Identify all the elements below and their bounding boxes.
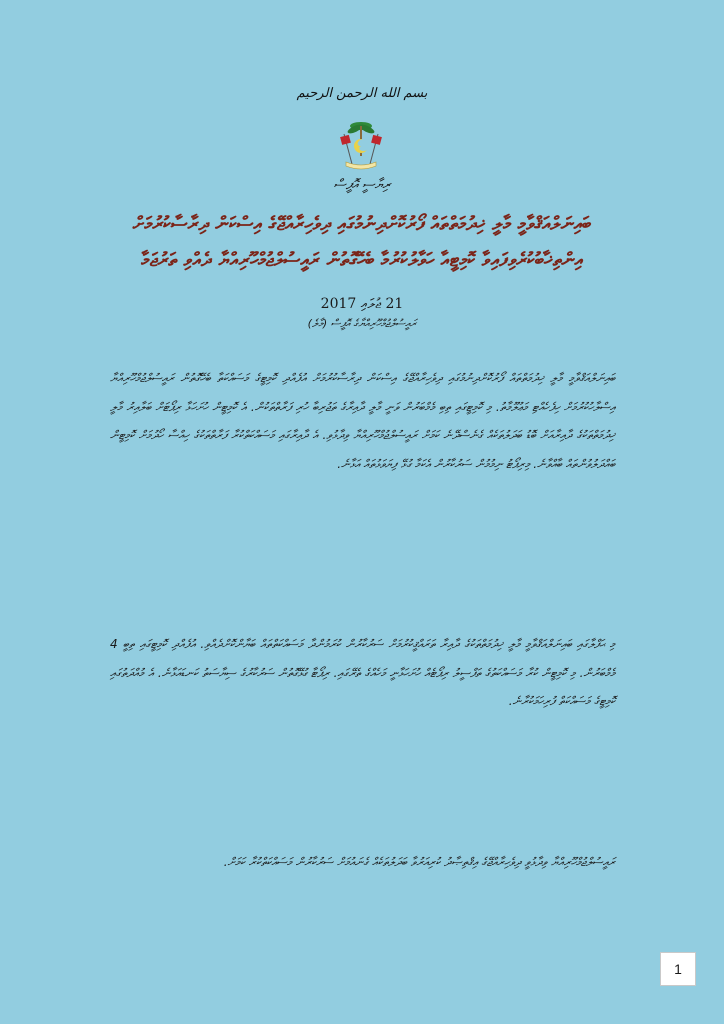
- date-year: 2017: [320, 296, 357, 312]
- body-paragraph-2: މި ޙަފްލާގައި ބައިނަލްއަޤްވާމީ މާލީ ޚިދުމަތްތަކުގެ ދާއިރާ ތަރައްޤީކުރުމަށް ސަރުކާރުން ކުރަމުންދާ މަސައްކަތްތައް ބަޔާންކޮށްދެއްވި. އުފެއްދި ކޮމިޓީގައި ތިބީ 4 މެމްބަރުން. މި ކޮމިޓީން ކުރާ މަސައްކަތުގެ ތަފްސީލު ރިޕޯޓެއް ހުށަހަޅާނީ މަހެއްގެ ތެރޭގައި. ރިޕޯޓާ ގުޅޭގޮތުން ސަރުކާރުގެ ސިޔާސަތު ކަނޑައަޅާނެ. އެ މުއްދަތުގައި ކޮމިޓީގެ މަސައްކަތް ފުރިހަމަކުރާނެ.: [110, 637, 615, 708]
- press-release-headline: ބައިނަލްއަޤްވާމީ މާލީ ޚިދުމަތްތައް ފޯރުކޮށްދިނުމުގައި ދިވެހިރާއްޖޭގެ އިސްކަން ދިރާސާކުރުމަށް އިންތިޚާބުކުރެވިފައިވާ ކޮމިޓީއާ ހަވާލުކުރުމާ ބެހޭގޮތުން ރައީސުލްޖުމްހޫރިއްޔާ ދެއްވި ތަރުޖަމާ: [132, 213, 592, 271]
- office-title: ރިޔާސީ އޮފީސް: [333, 177, 391, 193]
- release-date: [0, 296, 724, 312]
- date-day: 21: [385, 296, 404, 312]
- body-paragraph-3: ރައީސުލްޖުމްހޫރިއްޔާ ވިދާޅުވީ ދިވެހިރާއްޖޭގެ އިޤްތިޞާދު ކުރިއަރުވާ ބަދަލުތަކެއް ގެނައުމަށް ސަރުކާރުން މަސައްކަތްކުރާ ކަމަށް.: [223, 855, 615, 869]
- date-month: ޖުލައި: [360, 296, 382, 312]
- page-number: 1: [660, 952, 696, 986]
- bismillah: بسم الله الرحمن الرحيم: [296, 86, 428, 101]
- state-emblem-icon: [338, 116, 384, 170]
- body-paragraph-1: ބައިނަލްއަޤްވާމީ މާލީ ޚިދުމަތްތައް ފޯރުކޮށްދިނުމުގައި ދިވެހިރާއްޖޭގެ އިސްކަން ދިރާސާކުރުމަށް އުފެއްދި ކޮމިޓީގެ މަސައްކަތާ ބެހޭގޮތުން ރައީސުލްޖުމްހޫރިއްޔާ އިސްލާހުކުރުމަށް ހިފެހެއްޓި މަޢުލޫމާތު. މި ކޮމިޓީގައި ތިބި މެމްބަރުން ވަނީ މާލީ ދާއިރާގެ ތަޖުރިބާ ހުރި ފަރާތްތަކުން. އެ ކޮމިޓީން ހުށަހަޅާ ރިޕޯޓަށް ބަލާއިރު މާލީ ޚިދުމަތްތަކުގެ ދާއިރާއަށް ބޮޑު ބަދަލުތަކެއް ގެނެސްދޭނެ ކަމަށް ރައީސުލްޖުމްހޫރިއްޔާ ވިދާޅުވި. އެ ދާއިރާގައި މަސައްކަތްކުރާ ފަރާތްތަކުގެ ހިއްސާ ހޯދުމަށް ކޮމިޓީން ބައްދަލުވުންތައް ބާއްވާނެ. މިރިޕޯޓު ނިމުމުން ސަރުކާރުން އެކަމާ ގުޅޭ ފިޔަވަޅުތައް އަޅާނެ.: [110, 371, 615, 471]
- release-place: ރައީސުލްޖުމްހޫރިއްޔާގެ އޮފީސް (މާލެ): [307, 317, 417, 330]
